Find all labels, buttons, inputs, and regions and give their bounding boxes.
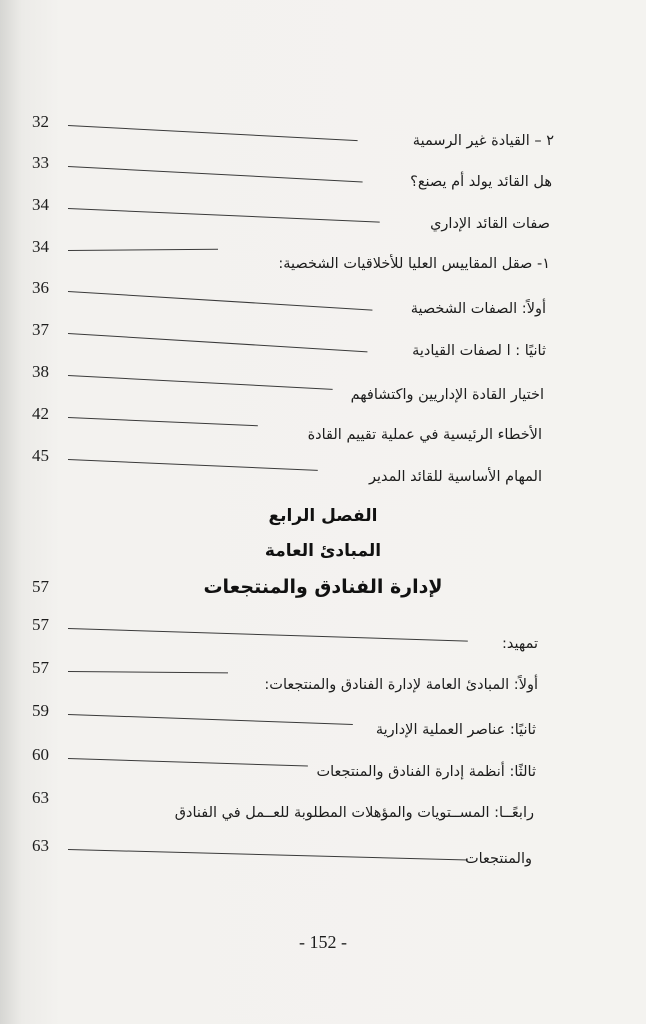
toc-entry [0,836,646,876]
toc-entry-title: هل القائد يولد أم يصنع؟ [410,174,552,190]
toc-entry [0,404,646,444]
toc-entry [0,745,646,785]
dot-leader [68,714,353,725]
toc-entry-title: ٢ – القيادة غير الرسمية [412,133,554,149]
toc-page-number: 57 [32,658,49,677]
toc-entry [0,237,646,277]
dot-leader [68,849,468,860]
dot-leader [68,333,368,352]
toc-entry [0,658,646,698]
toc-page-number: 33 [32,153,49,172]
dot-leader [68,758,308,767]
dot-leader [68,417,258,426]
toc-entry [0,362,646,402]
dot-leader [68,166,363,182]
toc-page-number: 59 [32,701,49,720]
toc-page-number: 32 [32,112,49,131]
toc-entry-title: ثانيًا: عناصر العملية الإدارية [375,722,536,738]
toc-entry-title: ثانيًا : ا لصفات القيادية [412,343,546,359]
toc-entry [0,195,646,235]
toc-page-number: 57 [32,615,49,634]
toc-page-number: 42 [32,404,49,423]
chapter-title: الفصل الرابع [268,506,378,526]
toc-page-number: 37 [32,320,49,339]
toc-entry-title: تمهيد: [502,636,538,652]
toc-entry-title: صفات القائد الإداري [430,216,550,232]
dot-leader [68,125,358,141]
toc-page-number: 45 [32,446,49,465]
dot-leader [68,459,318,471]
dot-leader [68,208,380,223]
toc-page-number: 38 [32,362,49,381]
toc-entry-title: أولاً: الصفات الشخصية [410,301,546,317]
dot-leader [68,249,218,251]
dot-leader [68,375,333,390]
toc-page-number: 34 [32,195,49,214]
toc-page-number: 36 [32,278,49,297]
toc-page-number: 63 [32,788,49,807]
toc-page-number: 63 [32,836,49,855]
chapter-subtitle-2: لإدارة الفنادق والمنتجعات [203,576,443,598]
page-number: - 152 - [299,932,347,952]
toc-entry-title: اختيار القادة الإداريين واكتشافهم [350,387,544,403]
toc-entry-title: أولاً: المبادئ العامة لإدارة الفنادق والمنتجعات: [264,677,538,693]
toc-entry-title: المهام الأساسية للقائد المدير [369,469,542,485]
dot-leader [68,671,228,673]
toc-entry-title: ثالثًا: أنظمة إدارة الفنادق والمنتجعات [316,764,536,780]
toc-entry [0,153,646,193]
chapter-page-number: 57 [32,577,49,596]
toc-entry-title: ١- صقل المقاييس العليا للأخلاقيات الشخصية: [278,256,550,272]
toc-entry [0,112,646,152]
toc-entry-title: الأخطاء الرئيسية في عملية تقييم القادة [307,427,542,443]
toc-entry-title: والمنتجعات [464,851,532,867]
dot-leader [68,628,468,642]
toc-entry [0,701,646,741]
toc-entry [0,446,646,486]
toc-entry-title: رابعًــا: المســتويات والمؤهلات المطلوبة للعــمل في الفنادق [174,805,534,821]
toc-entry [0,278,646,318]
toc-page-number: 34 [32,237,49,256]
toc-entry [0,320,646,360]
dot-leader [68,291,372,311]
toc-entry [0,788,646,828]
toc-page-number: 60 [32,745,49,764]
chapter-subtitle: المبادئ العامة [264,541,382,561]
toc-entry [0,615,646,655]
